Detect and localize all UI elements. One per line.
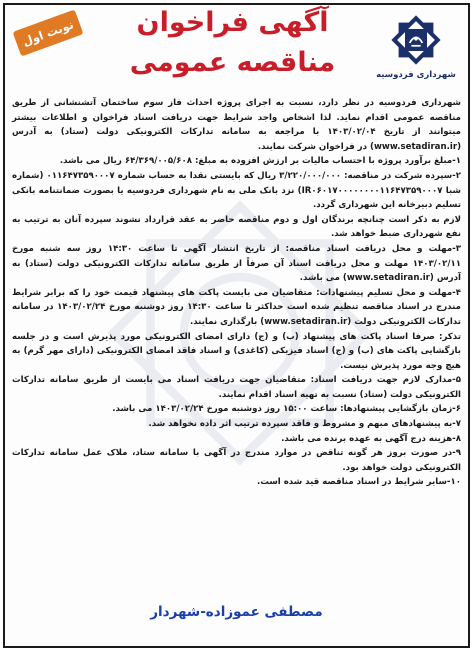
item-1: ۱-مبلغ برآورد پروژه با احتساب مالیات بر ارزش افزوده به مبلغ: ۶۴/۳۶۹/۰۰۵/۶۰۸ ریال می باشد. xyxy=(59,156,461,167)
ad-body xyxy=(12,96,461,490)
deposit-note: لازم به ذکر است چنانچه برندگان اول و دوم مناقصه حاضر به عقد قرارداد نشوند سپرده آنان به ترتیب به نفع شهرداری ضبط خواهد شد. xyxy=(12,214,461,240)
municipality-emblem-icon xyxy=(387,11,445,69)
municipality-logo xyxy=(372,11,460,80)
logo-caption: شهرداری فردوسیه xyxy=(376,70,456,80)
item-2: ۲-سپرده شرکت در مناقصه: ۳/۲۲۰/۰۰۰/۰۰۰ ریال که بایستی نقدا به حساب شماره ۰۱۱۶۴۷۳۵۹۰۰۰۷ (شماره شبا IR۰۶۰۱۷۰۰۰۰۰۰۰۰۱۱۶۴۷۳۵۹۰۰۰۷) نزد بانک ملی به نام شهرداری فردوسیه یا بصورت ضمانتنامه بانکی تسلیم دبیرخانه این شهرداری گردد. xyxy=(12,170,461,211)
ad-subtitle: مناقصه عمومی xyxy=(129,47,336,78)
item-6: ۶-زمان بازگشایی پیشنهادها: ساعت ۱۵:۰۰ روز دوشنبه مورخ ۱۴۰۳/۰۲/۲۴ می باشد. xyxy=(112,404,461,415)
intro-paragraph: شهرداری فردوسیه در نظر دارد، نسبت به اجرای پروژه احداث فاز سوم ساختمان آتشنشانی از طریق مناقصه عمومی اقدام نماید. لذا اشخاص واجد شرایط جهت دریافت اسناد فراخوان و اطلاعات بیشتر میتوانند از تاریخ ۱۴۰۳/۰۲/۰۴ با مراجعه به سامانه تدارکات الکترونیکی دولت (ستاد) به آدرس (www.setadiran.ir) در فراخوان شرکت نمایند. xyxy=(12,98,461,152)
item-5: ۵-مدارک لازم جهت دریافت اسناد: متقاضیان جهت دریافت اسناد می بایست از طریق سامانه تدارکات الکترونیکی دولت (ستاد) نسبت به تهیه اسناد اقدام نمایند. xyxy=(12,375,461,400)
item-10: ۱۰-سایر شرایط در اسناد مناقصه قید شده است. xyxy=(256,477,461,488)
mayor-signature: مصطفی عموزاده-شهردار xyxy=(150,604,323,620)
item-3: ۳-مهلت و محل دریافت اسناد مناقصه: از تاریخ انتشار آگهی تا ساعت ۱۴:۳۰ روز سه شنبه مورخ ۱۴۰۳/۰۲/۱۱ مهلت و محل دریافت اسناد آن صرفاً از طریق سامانه تدارکات الکترونیکی دولت (ستاد) به آدرس (www.setadiran.ir) می باشد. xyxy=(12,243,461,284)
item-4: ۴-مهلت و محل تسلیم پیشنهادات: متقاضیان می بایست پاکت های پیشنهاد قیمت خود را که برابر شرایط مندرج در اسناد مناقصه تنظیم شده است حداکثر تا ساعت ۱۴:۳۰ روز دوشنبه مورخ ۱۴۰۳/۰۲/۲۴ در سامانه تدارکات الکترونیکی دولت (www.setadiran.ir) بارگذاری نمایند. xyxy=(12,287,461,327)
item-7: ۷-به پیشنهادهای مبهم و مشروط و فاقد سپرده ترتیب اثر داده نخواهد شد. xyxy=(148,419,461,430)
item-8: ۸-هزینه درج آگهی به عهده برنده می باشد. xyxy=(281,433,461,444)
header xyxy=(5,5,468,95)
advertisement-frame xyxy=(3,3,470,648)
item-9: ۹-در صورت بروز هر گونه تناقض در موارد مندرج در آگهی با سامانه ستاد، ملاک عمل سامانه تدارکات الکترونیکی دولت خواهد بود. xyxy=(12,448,461,473)
issue-badge: نوبت اول xyxy=(13,9,84,56)
caution-note: تذکر: صرفا اسناد پاکت های پیشنهاد (ب) و (ج) دارای امضای الکترونیکی مورد پذیرش است و در جلسه بازگشایی پاکت های (ب) و (ج) اسناد فیزیکی (کاغذی) و اسناد فاقد امضای الکترونیکی (دارای مهر گرم) به هیچ وجه مورد پذیرش نیست. xyxy=(12,331,461,371)
ad-title: آگهی فراخوان xyxy=(136,7,329,38)
